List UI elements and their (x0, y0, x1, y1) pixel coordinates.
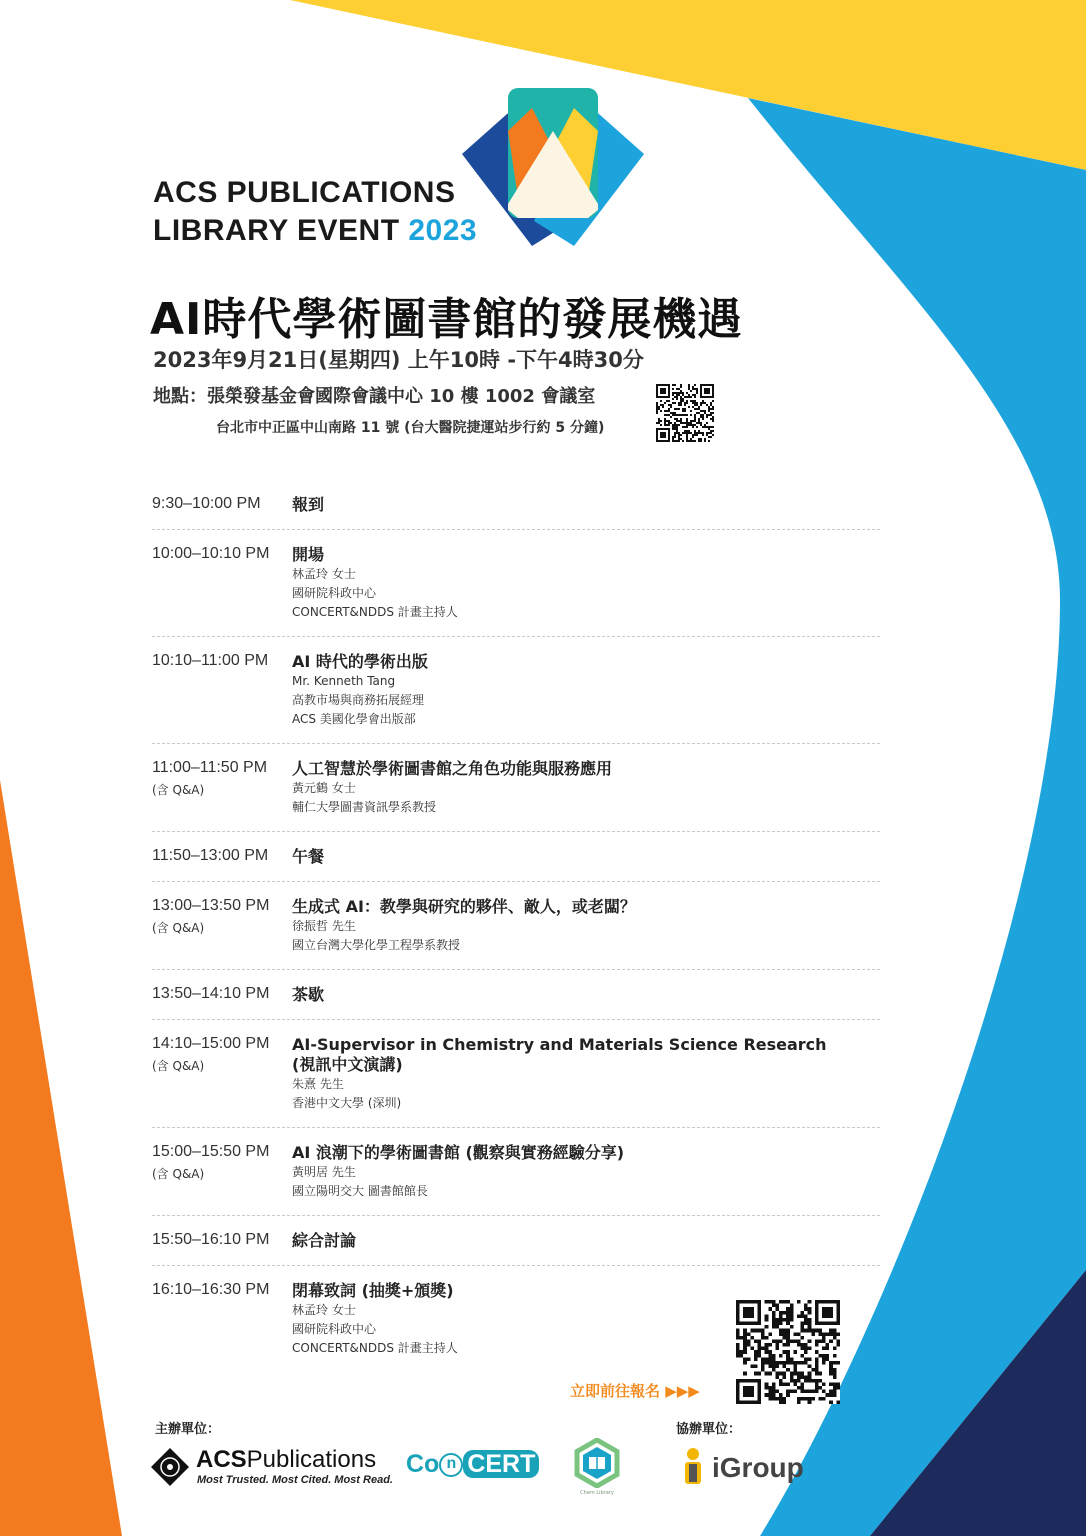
brand-line-2-text: LIBRARY EVENT (153, 214, 400, 247)
agenda-row (152, 752, 880, 832)
brand-year: 2023 (408, 214, 478, 247)
brand-line-2 (153, 214, 477, 248)
speaker-affiliation: 國立陽明交大 圖書館館長 (292, 1184, 428, 1198)
agenda-title: AI 浪潮下的學術圖書館 (觀察與實務經驗分享) (292, 1143, 625, 1162)
agenda-title-note: (視訊中文演講) (292, 1055, 403, 1074)
agenda-row (152, 1028, 880, 1128)
agenda-title: 綜合討論 (292, 1231, 357, 1250)
speaker-affiliation: 國研院科政中心 (292, 1322, 377, 1336)
acs-tagline: Most Trusted. Most Cited. Most Read. (197, 1474, 393, 1486)
agenda-time: 10:10–11:00 PM (152, 652, 269, 669)
agenda-row (152, 978, 880, 1020)
event-address: 台北市中正區中山南路 11 號 (台大醫院捷運站步行約 5 分鐘) (216, 420, 605, 436)
map-qr-code-icon[interactable] (656, 384, 714, 442)
speaker-name: 林孟玲 女士 (292, 1303, 356, 1317)
agenda-row (152, 538, 880, 637)
acs-logo-bold: ACS (196, 1446, 247, 1473)
qa-note: (含 Q&A) (152, 1167, 205, 1181)
agenda-row (152, 890, 880, 970)
speaker-role: CONCERT&NDDS 計畫主持人 (292, 1341, 458, 1355)
agenda-time: 15:00–15:50 PM (152, 1143, 270, 1160)
agenda-time: 13:50–14:10 PM (152, 985, 270, 1002)
concert-cert: CERT (463, 1450, 539, 1478)
agenda-time: 9:30–10:00 PM (152, 495, 261, 512)
agenda-title: AI 時代的學術出版 (292, 652, 428, 671)
agenda-title: 開場 (292, 545, 325, 564)
speaker-name: 黃明居 先生 (292, 1165, 356, 1179)
speaker-affiliation: 香港中文大學 (深圳) (292, 1096, 402, 1110)
agenda-time: 11:50–13:00 PM (152, 847, 269, 864)
agenda-title: 報到 (292, 495, 325, 514)
agenda-time: 15:50–16:10 PM (152, 1231, 270, 1248)
coorganizer-label: 協辦單位： (676, 1422, 742, 1437)
agenda-row (152, 488, 880, 530)
agenda-title: 閉幕致詞 (抽獎+頒獎) (292, 1281, 454, 1300)
agenda-title: 人工智慧於學術圖書館之角色功能與服務應用 (292, 759, 613, 778)
speaker-name: 朱熹 先生 (292, 1077, 344, 1091)
agenda-time: 13:00–13:50 PM (152, 897, 270, 914)
speaker-affiliation: 國研院科政中心 (292, 586, 377, 600)
agenda-time: 14:10–15:00 PM (152, 1035, 270, 1052)
qa-note: (含 Q&A) (152, 1059, 205, 1073)
agenda-time: 11:00–11:50 PM (152, 759, 268, 776)
agenda-time: 16:10–16:30 PM (152, 1281, 270, 1298)
event-datetime: 2023年9月21日(星期四) 上午10時 -下午4時30分 (153, 348, 644, 372)
agenda-title: 午餐 (292, 847, 325, 866)
agenda-row (152, 1136, 880, 1216)
agenda-row (152, 840, 880, 882)
acs-emblem-icon (150, 1447, 190, 1487)
speaker-affiliation: ACS 美國化學會出版部 (292, 712, 416, 726)
speaker-name: Mr. Kenneth Tang (292, 674, 396, 688)
agenda-title: 茶歇 (292, 985, 325, 1004)
event-logo-icon (462, 86, 644, 250)
agenda-row (152, 645, 880, 744)
agenda (152, 488, 880, 1380)
speaker-name: 徐振哲 先生 (292, 919, 356, 933)
brand-line-1: ACS PUBLICATIONS (153, 176, 456, 209)
agenda-title: AI-Supervisor in Chemistry and Materials Science Research (292, 1035, 827, 1054)
speaker-name: 林孟玲 女士 (292, 567, 356, 581)
concert-co: Co (406, 1450, 440, 1478)
speaker-name: 黃元鶴 女士 (292, 781, 356, 795)
agenda-title: 生成式 AI：教學與研究的夥伴、敵人，或老闆？ (292, 897, 636, 916)
agenda-row (152, 1224, 880, 1266)
speaker-role: CONCERT&NDDS 計畫主持人 (292, 605, 458, 619)
event-title: AI時代學術圖書館的發展機遇 (150, 294, 743, 345)
agenda-time: 10:00–10:10 PM (152, 545, 270, 562)
acs-publications-logo (196, 1446, 376, 1474)
igroup-logo: iGroup (712, 1452, 804, 1483)
igroup-emblem-icon (676, 1446, 710, 1486)
chem-library-logo-icon (572, 1438, 622, 1488)
speaker-role: 高教市場與商務拓展經理 (292, 693, 425, 707)
speaker-affiliation: 輔仁大學圖書資訊學系教授 (292, 800, 437, 814)
speaker-affiliation: 國立台灣大學化學工程學系教授 (292, 938, 461, 952)
organizer-label: 主辦單位： (155, 1422, 221, 1437)
event-venue: 地點：張榮發基金會國際會議中心 10 樓 1002 會議室 (153, 386, 596, 407)
concert-n: n (439, 1453, 463, 1477)
chem-library-label: Chem Library (580, 1490, 614, 1496)
acs-logo-rest: Publications (246, 1446, 377, 1473)
register-link[interactable]: 立即前往報名 ▶▶▶ (570, 1382, 700, 1400)
registration-qr-code-icon[interactable] (736, 1300, 840, 1404)
qa-note: (含 Q&A) (152, 783, 205, 797)
concert-logo (406, 1450, 539, 1479)
qa-note: (含 Q&A) (152, 921, 205, 935)
